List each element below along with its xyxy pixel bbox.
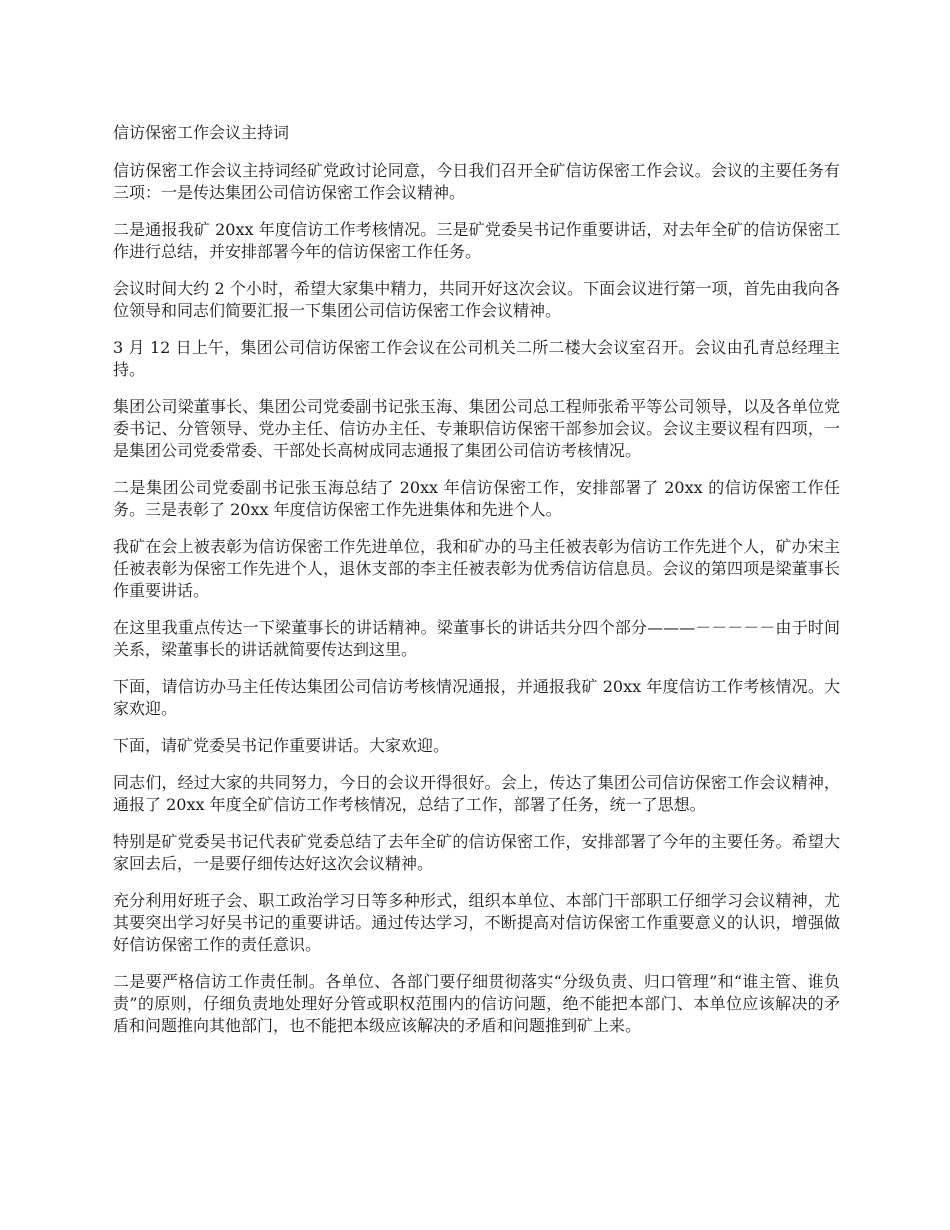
paragraph: 二是集团公司党委副书记张玉海总结了 20xx 年信访保密工作，安排部署了 20xx 的信访保密工作任务。三是表彰了 20xx 年度信访保密工作先进集体和先进个人。	[113, 478, 840, 519]
paragraph: 同志们，经过大家的共同努力，今日的会议开得很好。会上，传达了集团公司信访保密工作会议精神，通报了 20xx 年度全矿信访工作考核情况，总结了工作，部署了任务，统一了思想。	[113, 773, 840, 814]
paragraph: 3 月 12 日上午，集团公司信访保密工作会议在公司机关二所二楼大会议室召开。会议由孔青总经理主持。	[113, 338, 840, 379]
paragraph: 集团公司梁董事长、集团公司党委副书记张玉海、集团公司总工程师张希平等公司领导，以及各单位党委书记、分管领导、党办主任、信访办主任、专兼职信访保密干部参加会议。会议主要议程有四项，一是集团公司党委常委、干部处长高树成同志通报了集团公司信访考核情况。	[113, 397, 840, 460]
paragraph: 我矿在会上被表彰为信访保密工作先进单位，我和矿办的马主任被表彰为信访工作先进个人，矿办宋主任被表彰为保密工作先进个人，退休支部的李主任被表彰为优秀信访信息员。会议的第四项是梁董事长作重要讲话。	[113, 537, 840, 600]
paragraph: 二是通报我矿 20xx 年度信访工作考核情况。三是矿党委吴书记作重要讲话，对去年全矿的信访保密工作进行总结，并安排部署今年的信访保密工作任务。	[113, 220, 840, 261]
document-page	[113, 122, 840, 1052]
paragraph: 下面，请矿党委吴书记作重要讲话。大家欢迎。	[113, 736, 450, 755]
paragraph: 充分利用好班子会、职工政治学习日等多种形式，组织本单位、本部门干部职工仔细学习会议精神，尤其要突出学习好吴书记的重要讲话。通过传达学习，不断提高对信访保密工作重要意义的认识，增强做好信访保密工作的责任意识。	[113, 891, 840, 954]
paragraph: 会议时间大约 2 个小时，希望大家集中精力，共同开好这次会议。下面会议进行第一项，首先由我向各位领导和同志们简要汇报一下集团公司信访保密工作会议精神。	[113, 279, 840, 320]
document-title: 信访保密工作会议主持词	[113, 123, 290, 142]
paragraph: 二是要严格信访工作责任制。各单位、各部门要仔细贯彻落实“分级负责、归口管理”和“谁主管、谁负责”的原则，仔细负责地处理好分管或职权范围内的信访问题，绝不能把本部门、本单位应该解决的矛盾和问题推向其他部门，也不能把本级应该解决的矛盾和问题推到矿上来。	[113, 972, 840, 1035]
paragraph: 在这里我重点传达一下梁董事长的讲话精神。梁董事长的讲话共分四个部分———－－－－－由于时间关系，梁董事长的讲话就简要传达到这里。	[113, 618, 840, 659]
paragraph: 下面，请信访办马主任传达集团公司信访考核情况通报，并通报我矿 20xx 年度信访工作考核情况。大家欢迎。	[113, 677, 840, 718]
paragraph: 特别是矿党委吴书记代表矿党委总结了去年全矿的信访保密工作，安排部署了今年的主要任务。希望大家回去后，一是要仔细传达好这次会议精神。	[113, 832, 840, 873]
paragraph: 信访保密工作会议主持词经矿党政讨论同意，今日我们召开全矿信访保密工作会议。会议的主要任务有三项：一是传达集团公司信访保密工作会议精神。	[113, 161, 840, 202]
